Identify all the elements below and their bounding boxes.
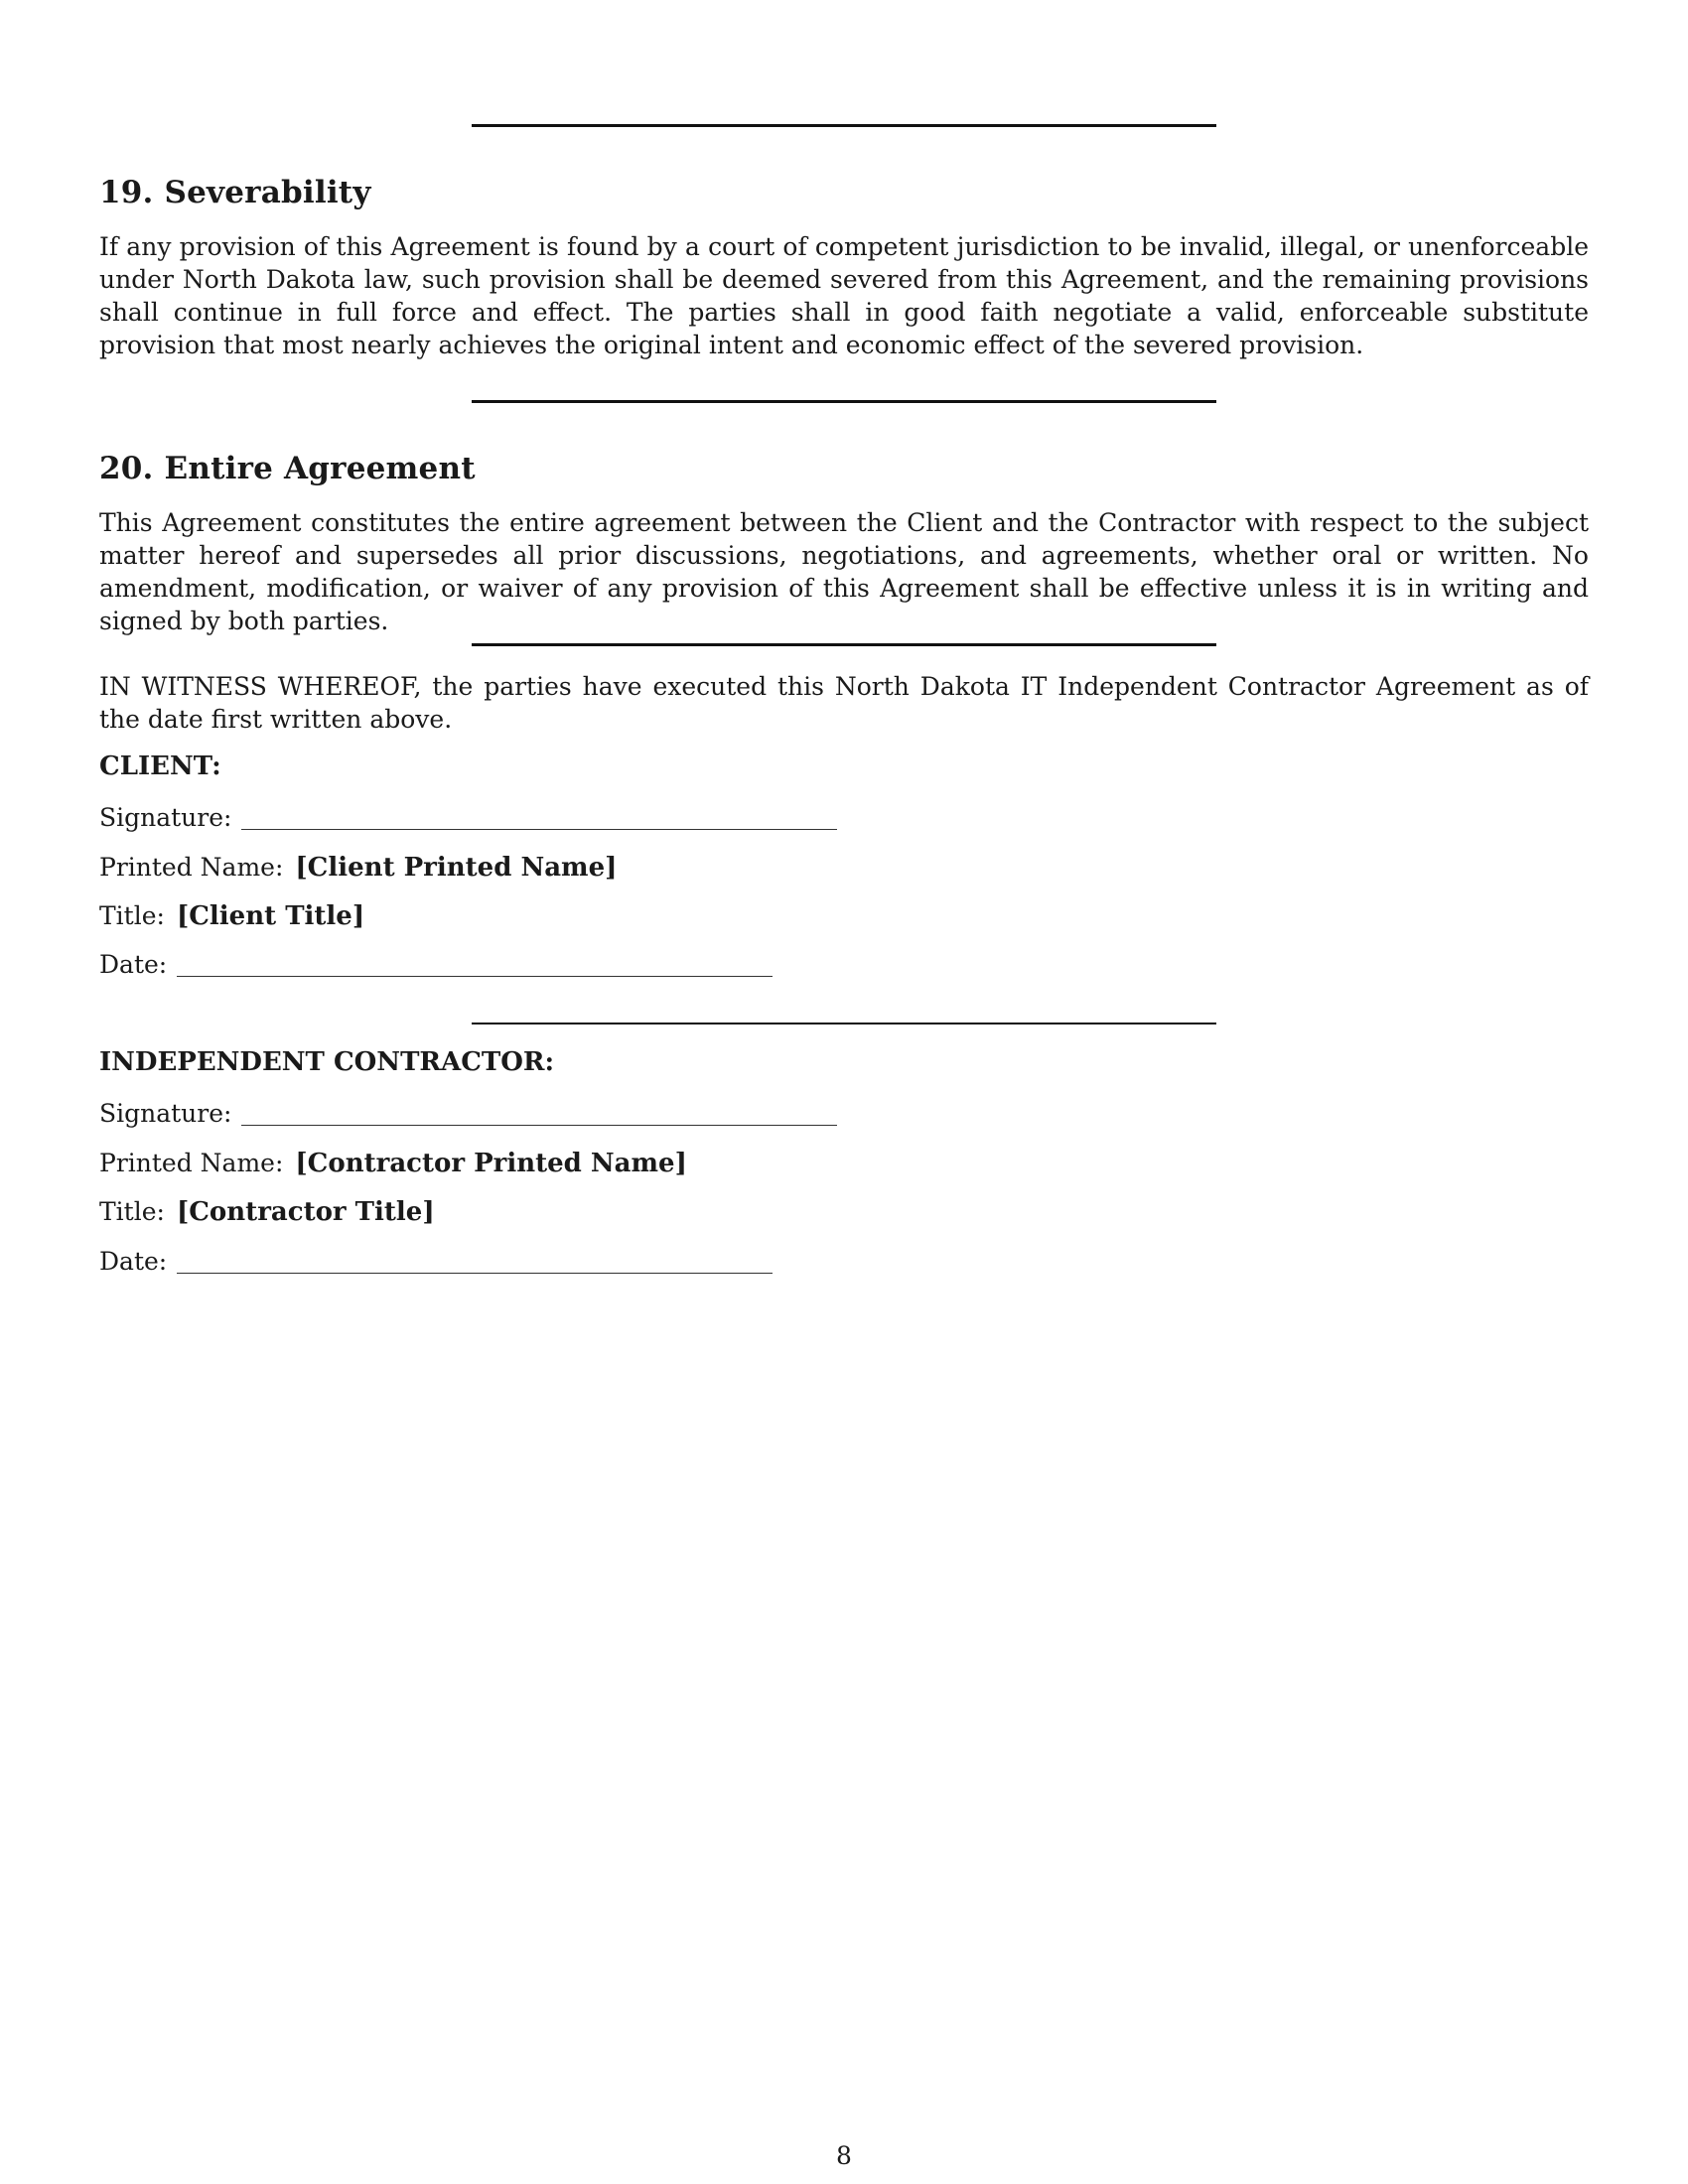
- contractor-title-value: [Contractor Title]: [176, 1197, 435, 1227]
- contractor-signature-row: [99, 1097, 837, 1130]
- client-signature-row: [99, 801, 837, 834]
- section-divider: [472, 1023, 1216, 1024]
- section-body-entire-agreement: This Agreement constitutes the entire agreement between the Client and the Contractor with respect to the subject matter hereof and supersedes all prior discussions, negotiations, and agreements, whether oral or written. No amendment, modification, or waiver of any provision of this Agreement shall be effective unless it is in writing and signed by both parties.: [99, 508, 1589, 635]
- contractor-signature-line[interactable]: [241, 1125, 837, 1126]
- contractor-printed-name-value: [Contractor Printed Name]: [295, 1149, 687, 1178]
- client-signature-line[interactable]: [241, 829, 837, 830]
- section-heading-entire-agreement: 20. Entire Agreement: [99, 451, 476, 486]
- section-divider: [472, 124, 1216, 127]
- section-divider: [472, 643, 1216, 646]
- client-printed-name-row: [99, 851, 617, 885]
- section-body-severability: If any provision of this Agreement is found by a court of competent jurisdiction to be invalid, illegal, or unenforceable under North Dakota law, such provision shall be deemed severed from this Agreement, and the remaining provisions shall continue in full force and effect. The parties shall in good faith negotiate a valid, enforceable substitute provision that most nearly achieves the original intent and economic effect of the severed provision.: [99, 232, 1589, 359]
- section-divider: [472, 400, 1216, 403]
- client-date-label: Date:: [99, 950, 168, 979]
- contractor-label: INDEPENDENT CONTRACTOR:: [99, 1047, 555, 1077]
- client-title-row: [99, 899, 364, 933]
- client-title-value: [Client Title]: [176, 901, 365, 931]
- contractor-printed-name-label: Printed Name:: [99, 1149, 284, 1177]
- page-number: 8: [836, 2141, 852, 2170]
- client-label: CLIENT:: [99, 751, 221, 781]
- contractor-date-row: [99, 1245, 773, 1278]
- client-printed-name-value: [Client Printed Name]: [295, 853, 618, 883]
- client-signature-label: Signature:: [99, 803, 232, 832]
- section-heading-severability: 19. Severability: [99, 175, 371, 210]
- contractor-signature-label: Signature:: [99, 1099, 232, 1128]
- contractor-printed-name-row: [99, 1147, 687, 1180]
- contractor-date-line[interactable]: [177, 1273, 773, 1274]
- client-date-line[interactable]: [177, 976, 773, 977]
- client-date-row: [99, 948, 773, 981]
- contractor-title-row: [99, 1195, 435, 1229]
- witness-statement: IN WITNESS WHEREOF, the parties have executed this North Dakota IT Independent Contractor Agreement as of the date first written above.: [99, 672, 1589, 734]
- client-printed-name-label: Printed Name:: [99, 853, 284, 882]
- contractor-title-label: Title:: [99, 1197, 165, 1226]
- contractor-date-label: Date:: [99, 1247, 168, 1276]
- client-title-label: Title:: [99, 901, 165, 930]
